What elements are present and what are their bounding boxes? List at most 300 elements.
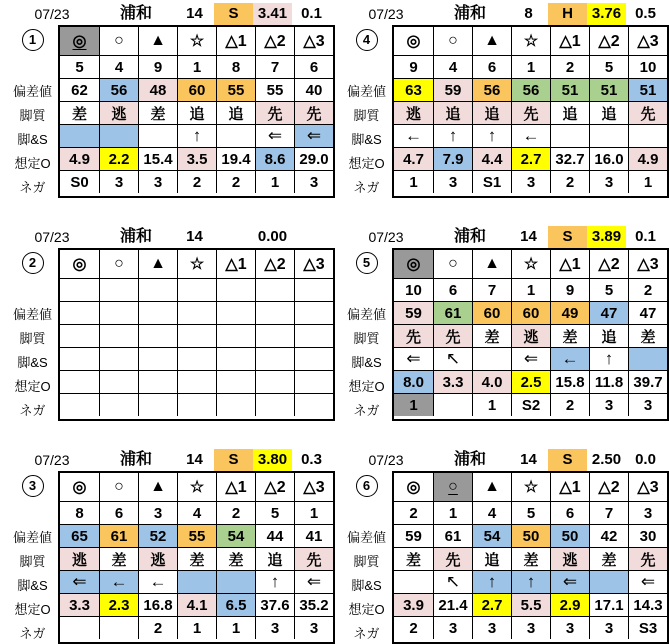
- cell-marks: ◎: [394, 250, 433, 278]
- cell-souteio: 29.0: [294, 147, 333, 170]
- cell-marks: ☆: [177, 473, 216, 501]
- date-label: 07/23: [368, 6, 404, 22]
- cell-marks: △3: [628, 250, 667, 278]
- race-table: [341, 226, 667, 421]
- cell-kyakushitsu: [255, 324, 294, 347]
- row-labels: [341, 248, 392, 421]
- cell-nega: [60, 393, 99, 416]
- table-number-badge: 6: [356, 475, 378, 497]
- table-header: [7, 3, 333, 25]
- race-number: 8: [524, 5, 533, 22]
- cell-hensachi: 61: [433, 301, 472, 324]
- row-label: 脚&S: [351, 131, 382, 147]
- cell-kyakushitsu: 追: [216, 101, 255, 124]
- cell-souteio: 2.3: [99, 593, 138, 616]
- cell-kyaku-s: ↑: [433, 124, 472, 147]
- cell-nega: [99, 616, 138, 639]
- cell-kyakushitsu: 逃: [99, 101, 138, 124]
- cell-marks: ○: [433, 473, 472, 501]
- cell-nega: S0: [60, 170, 99, 193]
- cell-kyaku-s: [216, 570, 255, 593]
- row-labels: [7, 248, 58, 421]
- cell-kyakushitsu: 先: [433, 547, 472, 570]
- cell-hensachi: 56: [99, 78, 138, 101]
- cell-numbers: 8: [60, 501, 99, 524]
- cell-marks: ☆: [177, 27, 216, 55]
- cell-nega: [60, 616, 99, 639]
- row-label: 偏差値: [12, 306, 52, 322]
- cell-numbers: 7: [255, 55, 294, 78]
- cell-numbers: 5: [589, 278, 628, 301]
- cell-kyaku-s: ⇐: [294, 124, 333, 147]
- cell-nega: 3: [294, 170, 333, 193]
- cell-kyaku-s: ↖: [433, 570, 472, 593]
- cell-hensachi: 65: [60, 524, 99, 547]
- race-number: 14: [186, 228, 203, 245]
- cell-kyaku-s: [138, 124, 177, 147]
- cell-kyaku-s: ↑: [589, 347, 628, 370]
- table-header: [341, 226, 667, 248]
- cell-nega: 1: [472, 393, 511, 416]
- table-body: [7, 471, 333, 644]
- cell-hensachi: 56: [472, 78, 511, 101]
- cell-marks: △3: [628, 27, 667, 55]
- cell-numbers: 2: [216, 501, 255, 524]
- cell-souteio: 37.6: [255, 593, 294, 616]
- cell-kyakushitsu: 差: [216, 547, 255, 570]
- cell-hensachi: 44: [255, 524, 294, 547]
- cell-kyaku-s: ←: [138, 570, 177, 593]
- cell-nega: [433, 393, 472, 416]
- row-label: ネガ: [353, 179, 380, 195]
- table-body: [341, 248, 667, 421]
- cell-souteio: 3.3: [433, 370, 472, 393]
- cell-kyakushitsu: 差: [628, 324, 667, 347]
- cell-kyakushitsu: 差: [589, 547, 628, 570]
- cell-hensachi: 40: [294, 78, 333, 101]
- cell-souteio: 2.9: [550, 593, 589, 616]
- cell-numbers: [177, 278, 216, 301]
- table-number-badge: 3: [22, 475, 44, 497]
- cell-hensachi: 52: [138, 524, 177, 547]
- cell-numbers: 9: [550, 278, 589, 301]
- cell-souteio: [60, 370, 99, 393]
- row-label: 脚&S: [351, 354, 382, 370]
- cell-kyakushitsu: 追: [589, 101, 628, 124]
- cell-hensachi: [255, 301, 294, 324]
- cell-kyakushitsu: 差: [60, 101, 99, 124]
- cell-numbers: 9: [138, 55, 177, 78]
- cell-numbers: [99, 278, 138, 301]
- cell-hensachi: 59: [394, 301, 433, 324]
- cell-nega: 2: [216, 170, 255, 193]
- cell-kyaku-s: ↖: [433, 347, 472, 370]
- cell-souteio: [177, 370, 216, 393]
- cell-kyaku-s: ↑: [472, 124, 511, 147]
- cell-kyakushitsu: 差: [177, 547, 216, 570]
- cell-marks: △3: [294, 27, 333, 55]
- cell-souteio: 6.5: [216, 593, 255, 616]
- cell-marks: △1: [550, 473, 589, 501]
- cell-kyaku-s: [394, 570, 433, 593]
- cell-souteio: 3.5: [177, 147, 216, 170]
- cell-nega: 3: [550, 616, 589, 639]
- cell-kyaku-s: ↑: [472, 570, 511, 593]
- row-label-spacer: [7, 277, 58, 301]
- diff-value: 0.1: [635, 228, 656, 245]
- cell-kyaku-s: [60, 124, 99, 147]
- cell-marks: △3: [294, 473, 333, 501]
- cell-souteio: 4.9: [60, 147, 99, 170]
- cell-numbers: 4: [472, 501, 511, 524]
- cell-numbers: 2: [550, 55, 589, 78]
- row-label: 偏差値: [346, 529, 386, 545]
- row-label: ネガ: [19, 625, 46, 641]
- cell-kyaku-s: [472, 347, 511, 370]
- cell-kyaku-s: ←: [550, 347, 589, 370]
- cell-numbers: 6: [294, 55, 333, 78]
- cell-hensachi: 54: [216, 524, 255, 547]
- cell-numbers: 1: [511, 55, 550, 78]
- cell-hensachi: 62: [60, 78, 99, 101]
- table-number-slot: [341, 25, 392, 54]
- cell-numbers: 5: [255, 501, 294, 524]
- race-table: [341, 449, 667, 644]
- table-body: [341, 25, 667, 198]
- cell-souteio: 14.3: [628, 593, 667, 616]
- cell-kyaku-s: [99, 347, 138, 370]
- cell-kyaku-s: ⇐: [511, 347, 550, 370]
- table-number-slot: [341, 248, 392, 277]
- cell-kyakushitsu: 追: [255, 547, 294, 570]
- data-cells: [58, 248, 335, 421]
- cell-kyaku-s: ←: [511, 124, 550, 147]
- cell-hensachi: 48: [138, 78, 177, 101]
- cell-kyaku-s: ↑: [511, 570, 550, 593]
- row-label: 脚&S: [17, 354, 48, 370]
- cell-numbers: [60, 278, 99, 301]
- row-label: 偏差値: [12, 83, 52, 99]
- cell-souteio: [99, 370, 138, 393]
- race-table: [7, 3, 333, 198]
- cell-marks: ☆: [511, 27, 550, 55]
- cell-nega: 1: [628, 170, 667, 193]
- cell-marks: ☆: [511, 473, 550, 501]
- cell-nega: 3: [589, 393, 628, 416]
- cell-kyakushitsu: 追: [550, 101, 589, 124]
- row-label-spacer: [341, 277, 392, 301]
- cell-marks: △2: [255, 27, 294, 55]
- cell-numbers: 3: [138, 501, 177, 524]
- cell-kyakushitsu: 追: [433, 101, 472, 124]
- cell-kyaku-s: [216, 124, 255, 147]
- cell-kyakushitsu: 逃: [60, 547, 99, 570]
- row-labels: [7, 25, 58, 198]
- race-table: [7, 449, 333, 644]
- cell-marks: ○: [99, 27, 138, 55]
- cell-numbers: 6: [550, 501, 589, 524]
- cell-numbers: 7: [589, 501, 628, 524]
- cell-hensachi: 60: [177, 78, 216, 101]
- track-label: 浦和: [119, 228, 152, 245]
- cell-kyakushitsu: [60, 324, 99, 347]
- pace-class-badge: H: [548, 3, 587, 25]
- cell-marks: ☆: [177, 250, 216, 278]
- cell-hensachi: 47: [628, 301, 667, 324]
- cell-marks: ◎: [394, 27, 433, 55]
- race-number: 14: [520, 451, 537, 468]
- cell-marks: △2: [589, 27, 628, 55]
- cell-nega: 3: [589, 170, 628, 193]
- cell-nega: [99, 393, 138, 416]
- data-cells: [58, 25, 335, 198]
- cell-souteio: [138, 370, 177, 393]
- table-number-slot: [7, 471, 58, 500]
- cell-kyaku-s: ⇐: [394, 347, 433, 370]
- cell-hensachi: [60, 301, 99, 324]
- cell-kyakushitsu: 先: [628, 101, 667, 124]
- cell-numbers: 1: [433, 501, 472, 524]
- cell-marks: △3: [628, 473, 667, 501]
- cell-souteio: 16.8: [138, 593, 177, 616]
- row-label: ネガ: [353, 625, 380, 641]
- cell-numbers: 4: [433, 55, 472, 78]
- cell-kyakushitsu: 先: [294, 101, 333, 124]
- cell-nega: 3: [433, 616, 472, 639]
- cell-numbers: 1: [177, 55, 216, 78]
- cell-kyakushitsu: [216, 324, 255, 347]
- cell-nega: 3: [589, 616, 628, 639]
- cell-souteio: 39.7: [628, 370, 667, 393]
- race-number: 14: [186, 451, 203, 468]
- cell-souteio: 15.4: [138, 147, 177, 170]
- cell-nega: [177, 393, 216, 416]
- cell-souteio: 2.5: [511, 370, 550, 393]
- date-label: 07/23: [34, 229, 70, 245]
- cell-marks: △1: [216, 27, 255, 55]
- cell-nega: 1: [394, 170, 433, 193]
- race-table: [7, 226, 333, 421]
- table-number-slot: [7, 25, 58, 54]
- row-label: 脚質: [19, 553, 46, 569]
- cell-souteio: 4.1: [177, 593, 216, 616]
- cell-marks: ○: [433, 27, 472, 55]
- cell-souteio: [294, 370, 333, 393]
- row-label: 想定O: [348, 155, 385, 171]
- track-label: 浦和: [453, 5, 486, 22]
- cell-nega: 2: [138, 616, 177, 639]
- row-label: 脚質: [353, 330, 380, 346]
- cell-numbers: 7: [472, 278, 511, 301]
- cell-kyakushitsu: 追: [472, 101, 511, 124]
- cell-souteio: 4.9: [628, 147, 667, 170]
- cell-kyaku-s: ⇐: [294, 570, 333, 593]
- cell-hensachi: 51: [628, 78, 667, 101]
- cell-kyaku-s: [60, 347, 99, 370]
- cell-hensachi: 61: [433, 524, 472, 547]
- cell-nega: 1: [177, 616, 216, 639]
- cell-hensachi: 55: [255, 78, 294, 101]
- pace-class-badge: S: [548, 226, 587, 248]
- table-header: [341, 449, 667, 471]
- cell-numbers: 2: [628, 278, 667, 301]
- cell-kyakushitsu: 差: [550, 324, 589, 347]
- table-number-badge: 5: [356, 252, 378, 274]
- cell-numbers: [255, 278, 294, 301]
- cell-kyakushitsu: 先: [628, 547, 667, 570]
- cell-kyakushitsu: 差: [394, 547, 433, 570]
- cell-kyakushitsu: 逃: [550, 547, 589, 570]
- table-header: [7, 449, 333, 471]
- row-label: 脚質: [19, 107, 46, 123]
- data-cells: [392, 471, 669, 644]
- cell-kyakushitsu: 差: [138, 101, 177, 124]
- cell-kyaku-s: ⇐: [628, 570, 667, 593]
- cell-nega: S3: [628, 616, 667, 639]
- cell-kyaku-s: ⇐: [550, 570, 589, 593]
- race-number: 14: [520, 228, 537, 245]
- pace-class-badge: S: [548, 449, 587, 471]
- cell-souteio: 7.9: [433, 147, 472, 170]
- cell-numbers: 4: [99, 55, 138, 78]
- table-number-badge: 2: [22, 252, 44, 274]
- cell-marks: ○: [99, 473, 138, 501]
- row-label: 脚&S: [351, 577, 382, 593]
- date-label: 07/23: [368, 452, 404, 468]
- data-cells: [392, 248, 669, 421]
- cell-nega: 3: [255, 616, 294, 639]
- cell-numbers: 2: [394, 501, 433, 524]
- cell-numbers: [294, 278, 333, 301]
- cell-nega: 3: [511, 170, 550, 193]
- cell-marks: △1: [550, 27, 589, 55]
- row-label: 想定O: [14, 155, 51, 171]
- cell-nega: 1: [216, 616, 255, 639]
- cell-kyakushitsu: 差: [99, 547, 138, 570]
- track-label: 浦和: [453, 451, 486, 468]
- row-label: 想定O: [14, 601, 51, 617]
- cell-kyaku-s: [628, 347, 667, 370]
- row-label: 想定O: [348, 601, 385, 617]
- cell-marks: ☆: [511, 250, 550, 278]
- odds-value: 0.00: [257, 228, 288, 245]
- row-labels: [7, 471, 58, 644]
- cell-marks: ◎: [60, 27, 99, 55]
- cell-kyakushitsu: 追: [589, 324, 628, 347]
- race-table: [341, 3, 667, 198]
- cell-nega: 2: [550, 393, 589, 416]
- cell-kyakushitsu: 追: [472, 547, 511, 570]
- cell-hensachi: 56: [511, 78, 550, 101]
- diff-value: 0.3: [301, 451, 322, 468]
- cell-kyaku-s: [177, 570, 216, 593]
- cell-nega: [216, 393, 255, 416]
- pace-class-badge: S: [214, 449, 253, 471]
- diff-value: 0.1: [301, 5, 322, 22]
- cell-nega: 3: [138, 170, 177, 193]
- cell-kyaku-s: [589, 124, 628, 147]
- row-label: 脚質: [19, 330, 46, 346]
- cell-hensachi: 51: [589, 78, 628, 101]
- cell-hensachi: 59: [394, 524, 433, 547]
- cell-kyaku-s: ⇐: [60, 570, 99, 593]
- cell-souteio: 15.8: [550, 370, 589, 393]
- row-label: 脚&S: [17, 131, 48, 147]
- table-header: [7, 226, 333, 248]
- cell-kyakushitsu: [99, 324, 138, 347]
- cell-marks: △2: [255, 473, 294, 501]
- data-cells: [392, 25, 669, 198]
- cell-nega: [138, 393, 177, 416]
- cell-hensachi: [138, 301, 177, 324]
- date-label: 07/23: [34, 6, 70, 22]
- cell-hensachi: 55: [216, 78, 255, 101]
- cell-souteio: 5.5: [511, 593, 550, 616]
- cell-nega: 2: [177, 170, 216, 193]
- cell-souteio: 4.7: [394, 147, 433, 170]
- diff-value: 0.0: [635, 451, 656, 468]
- cell-numbers: 5: [589, 55, 628, 78]
- cell-numbers: 6: [433, 278, 472, 301]
- cell-marks: ○: [99, 250, 138, 278]
- cell-numbers: 1: [511, 278, 550, 301]
- cell-souteio: 21.4: [433, 593, 472, 616]
- cell-kyakushitsu: 逃: [138, 547, 177, 570]
- cell-hensachi: 50: [550, 524, 589, 547]
- cell-numbers: [216, 278, 255, 301]
- table-body: [341, 471, 667, 644]
- cell-marks: △1: [550, 250, 589, 278]
- cell-nega: 1: [394, 393, 433, 416]
- cell-nega: [294, 393, 333, 416]
- cell-hensachi: 63: [394, 78, 433, 101]
- row-label: 想定O: [14, 378, 51, 394]
- row-label: ネガ: [19, 402, 46, 418]
- cell-souteio: 35.2: [294, 593, 333, 616]
- cell-kyakushitsu: [294, 324, 333, 347]
- cell-kyaku-s: [216, 347, 255, 370]
- cell-hensachi: 60: [511, 301, 550, 324]
- cell-nega: [255, 393, 294, 416]
- cell-marks: ○: [433, 250, 472, 278]
- cell-nega: 2: [550, 170, 589, 193]
- cell-marks: ▲: [472, 473, 511, 501]
- cell-marks: ▲: [138, 27, 177, 55]
- cell-numbers: 10: [628, 55, 667, 78]
- cell-hensachi: 47: [589, 301, 628, 324]
- cell-marks: △2: [589, 250, 628, 278]
- cell-hensachi: 54: [472, 524, 511, 547]
- cell-hensachi: 55: [177, 524, 216, 547]
- cell-kyakushitsu: [177, 324, 216, 347]
- cell-souteio: 19.4: [216, 147, 255, 170]
- row-label: 想定O: [348, 378, 385, 394]
- row-label: 脚&S: [17, 577, 48, 593]
- cell-marks: ◎: [394, 473, 433, 501]
- cell-nega: 3: [433, 170, 472, 193]
- cell-kyaku-s: ⇐: [255, 124, 294, 147]
- cell-numbers: 6: [99, 501, 138, 524]
- cell-hensachi: 59: [433, 78, 472, 101]
- cell-kyakushitsu: 差: [511, 547, 550, 570]
- table-number-slot: [341, 471, 392, 500]
- track-label: 浦和: [453, 228, 486, 245]
- cell-kyaku-s: ←: [394, 124, 433, 147]
- cell-hensachi: 30: [628, 524, 667, 547]
- cell-hensachi: [99, 301, 138, 324]
- odds-value: 3.41: [253, 3, 292, 25]
- cell-hensachi: [177, 301, 216, 324]
